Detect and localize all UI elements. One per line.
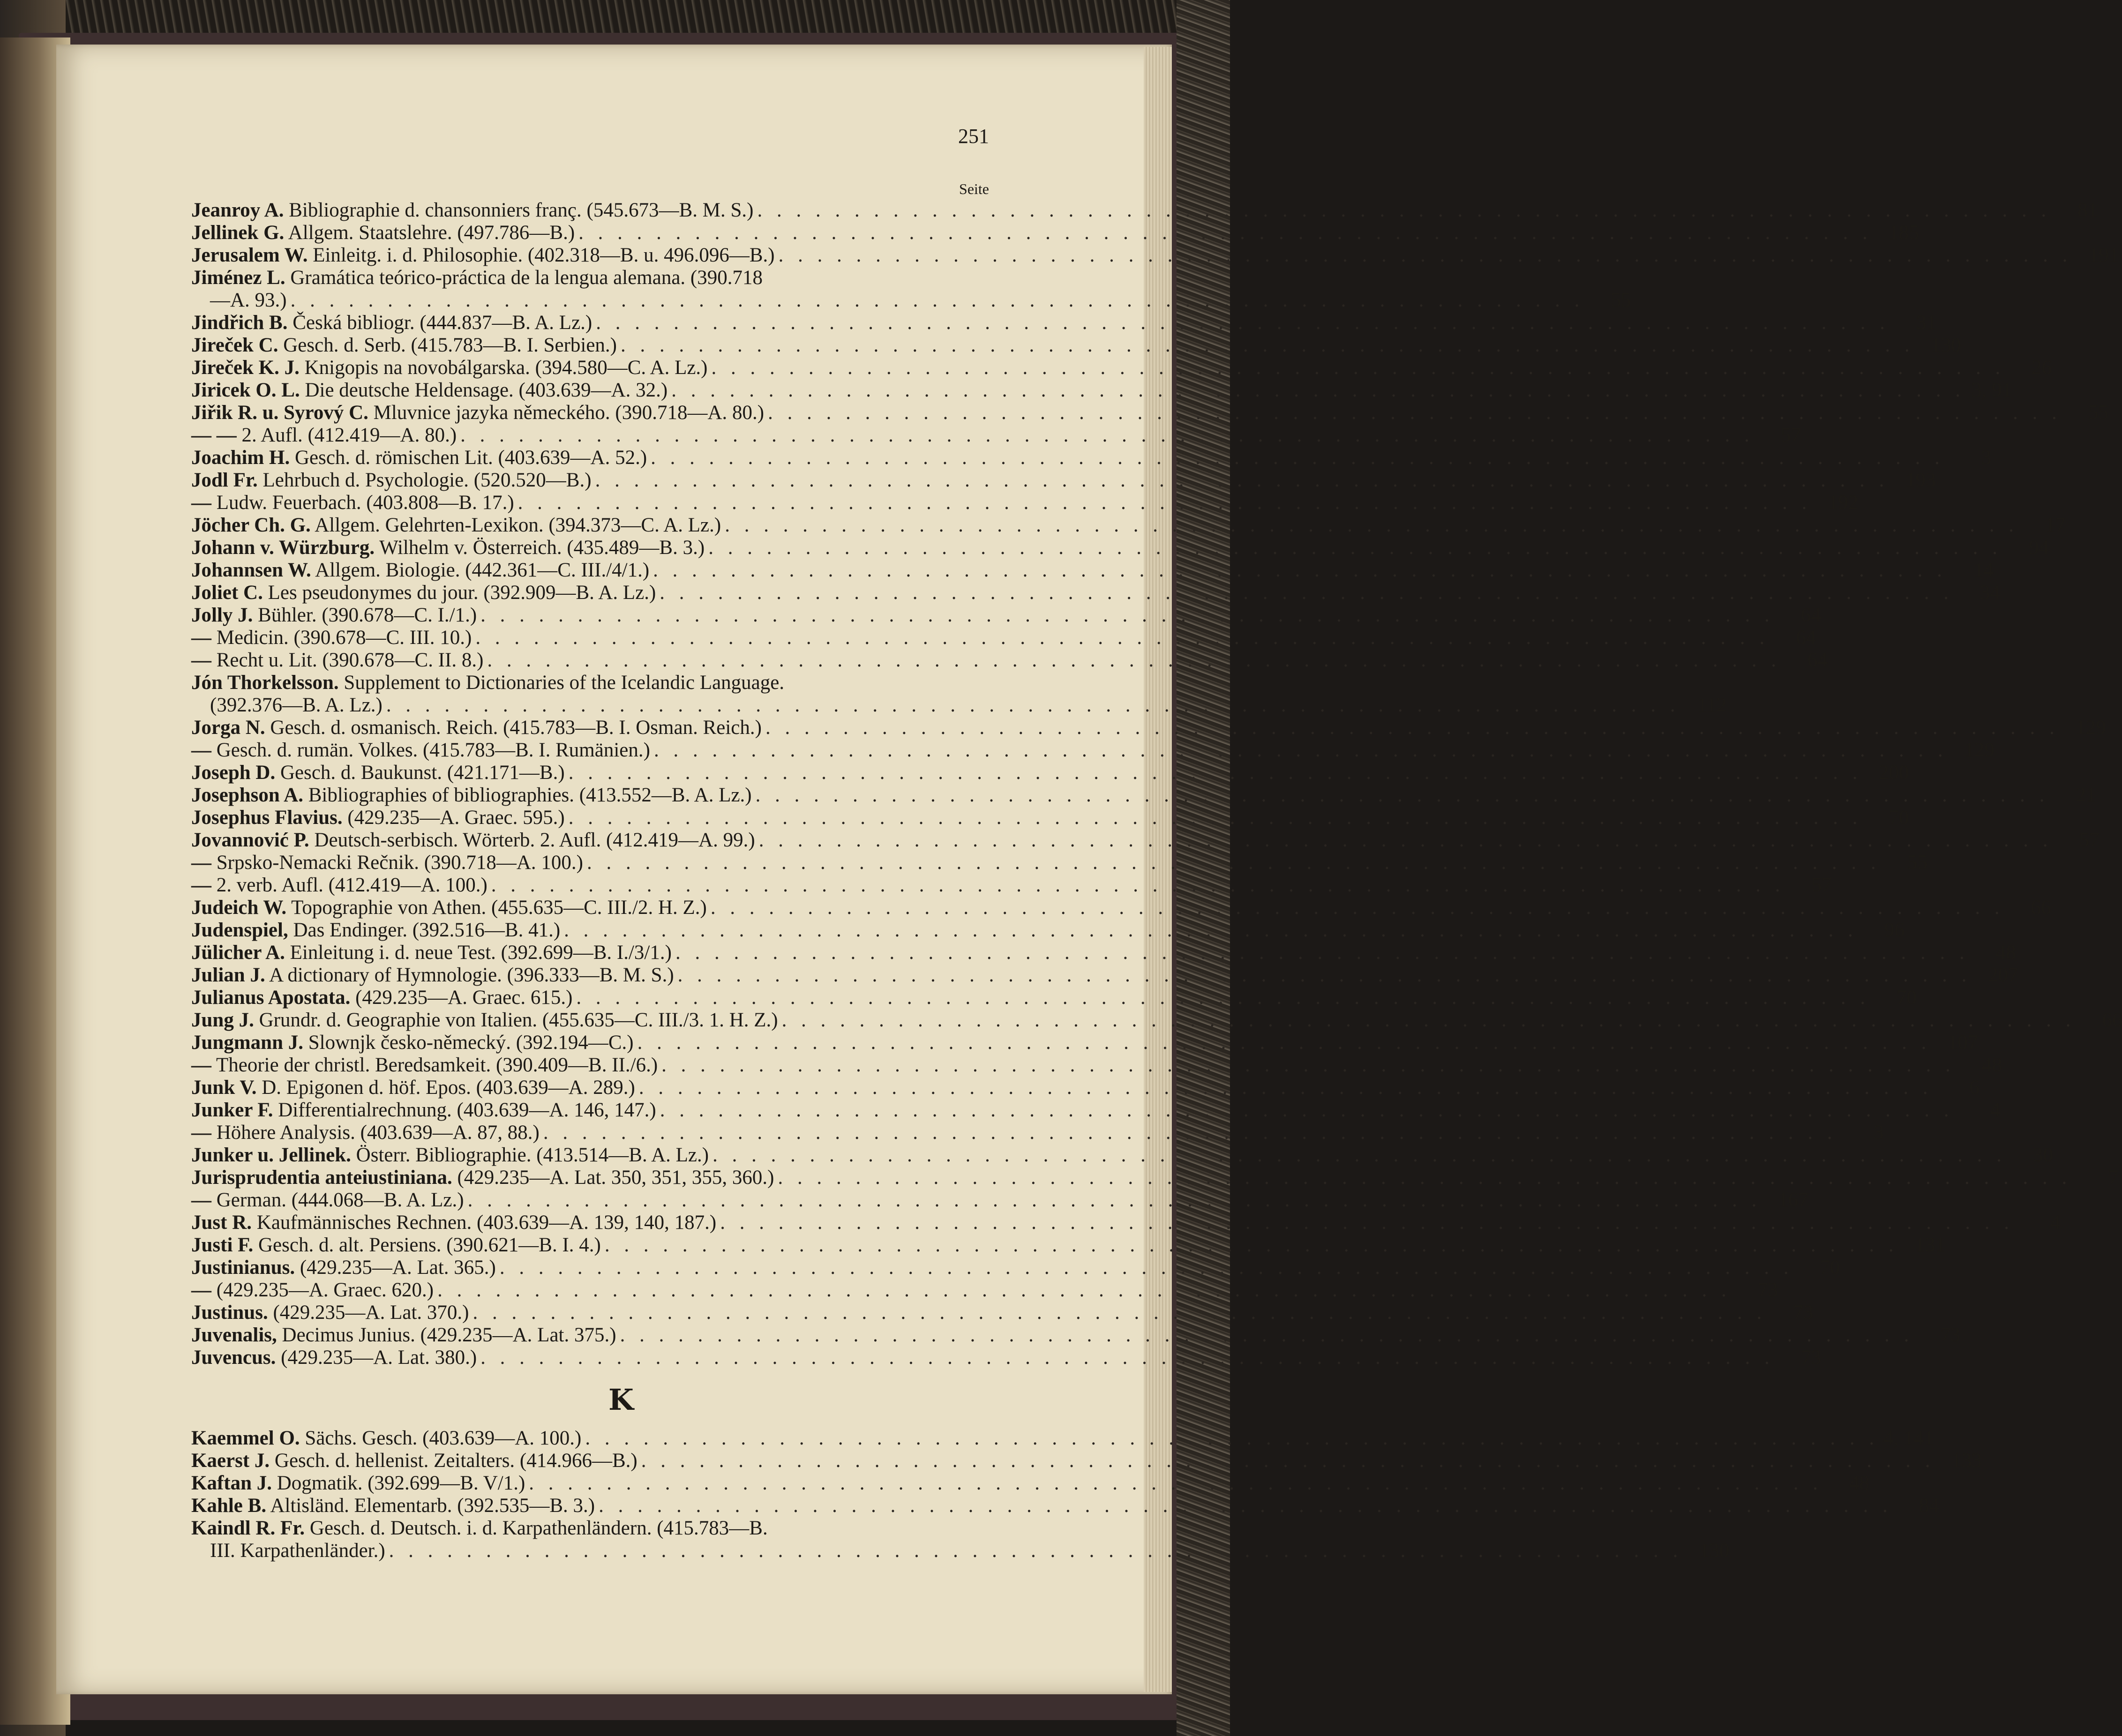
entry-title: A dictionary of Hymnologie. (396.333—B. M. S.) [269, 964, 674, 986]
index-entry [191, 1189, 1808, 1212]
entry-headword: Kaemmel O. [191, 1427, 300, 1449]
index-entry [191, 784, 2096, 807]
entry-title: Differentialrechnung. (403.639—A. 146, 147.) [278, 1099, 656, 1121]
entry-page-reference: 6 [1969, 1077, 1980, 1099]
index-entry [191, 1427, 1934, 1450]
leader-dots: . . . . . . . . . . . . . . . . . . . . . . . . . . . . . . . . . . . . . . . . . . . . . . . . . . . . . . . . . . . . . . . . . . . [653, 559, 1947, 581]
leader-dots: . . . . . . . . . . . . . . . . . . . . . . . . . . . . . . . . . . . . . . . . . . . . . . . . . . . . . . . . . . . . . . . . . . . [725, 514, 2018, 536]
entry-headword: Jolly J. [191, 604, 253, 626]
entry-page-reference: 57 [1780, 424, 1801, 446]
leader-dots: . . . . . . . . . . . . . . . . . . . . . . . . . . . . . . . . . . . . . . . . . . . . . . . . . . . . . . . . . . . . . . . . . . . [778, 1167, 2072, 1189]
index-entry [191, 1495, 1939, 1517]
entry-page-reference: 96 [1884, 919, 1905, 941]
leader-dots: . . . . . . . . . . . . . . . . . . . . . . . . . . . . . . . . . . . . . . . . . . . . . . . . . . . . . . . . . . . . . . . . . . . [710, 897, 2004, 919]
index-entry [191, 357, 2052, 379]
entry-headword: Joseph D. [191, 762, 276, 784]
index-entry [191, 1054, 2002, 1077]
entry-headword: Julian J. [191, 964, 265, 986]
index-entry [191, 1302, 1814, 1324]
entry-headword: Julianus Apostata. [191, 987, 351, 1009]
index-entry [191, 537, 2049, 559]
index-entry [191, 1234, 1945, 1257]
entry-headword: Jiricek O. L. [191, 379, 300, 401]
index-entry [191, 717, 2106, 739]
entry-title: Medicin. (390.678—C. III. 10.) [216, 627, 472, 649]
leader-dots: . . . . . . . . . . . . . . . . . . . . . . . . . . . . . . . . . . . . . . . . . . . . . . . . . . . . . . . . . . . . . . . . . . . [386, 694, 1680, 716]
index-entry [191, 469, 1936, 492]
entry-headword: — [191, 1189, 211, 1211]
entry-title: Einleitg. i. d. Philosophie. (402.318—B. u. 496.096—B.) [313, 244, 775, 266]
column-header-seite: Seite [959, 180, 989, 197]
entry-continuation: (392.376—B. A. Lz.) [210, 694, 382, 716]
index-entries-j [191, 199, 2122, 1369]
index-entry [191, 1450, 1982, 1472]
entry-title: Knigopis na novobálgarska. (394.580—C. A. Lz.) [304, 357, 708, 379]
entry-title: (429.235—A. Lat. 370.) [273, 1302, 469, 1324]
entry-page-reference: 48 [1981, 1054, 2002, 1076]
entry-title: (429.235—A. Lat. 380.) [281, 1347, 477, 1369]
entry-title: Dogmatik. (392.699—B. V/1.) [277, 1472, 525, 1494]
entry-title: (429.235—A. Lat. 350, 351, 355, 360.) [457, 1167, 774, 1189]
entry-headword: Judeich W. [191, 897, 287, 919]
index-entry [191, 987, 1917, 1009]
leader-dots: . . . . . . . . . . . . . . . . . . . . . . . . . . . . . . . . . . . . . . . . . . . . . . . . . . . . . . . . . . . . . . . . . . . [757, 199, 2051, 221]
index-entry [191, 1032, 1978, 1054]
leader-dots: . . . . . . . . . . . . . . . . . . . . . . . . . . . . . . . . . . . . . . . . . . . . . . . . . . . . . . . . . . . . . . . . . . . [708, 537, 2002, 559]
index-entry [191, 649, 1828, 672]
index-entry [191, 919, 1905, 942]
index-entry [191, 1472, 1870, 1495]
index-entry [191, 334, 1961, 357]
leader-dots: . . . . . . . . . . . . . . . . . . . . . . . . . . . . . . . . . . . . . . . . . . . . . . . . . . . . . . . . . . . . . . . . . . . [768, 402, 2062, 424]
entry-title: Die deutsche Heldensage. (403.639—A. 32.) [305, 379, 668, 401]
entry-title: Österr. Bibliographie. (413.514—B. A. Lz.) [356, 1144, 709, 1166]
index-entry [191, 1347, 1821, 1369]
entry-title: D. Epigonen d. höf. Epos. (403.639—A. 289.) [262, 1077, 635, 1099]
entry-headword: Justi F. [191, 1234, 254, 1256]
index-entry [191, 942, 2016, 964]
entry-page-reference: 14 [1973, 559, 1994, 581]
leader-dots: . . . . . . . . . . . . . . . . . . . . . . . . . . . . . . . . . . . . . . . . . . . . . . . . . . . . . . . . . . . . . . . . . . . [475, 627, 1770, 649]
entry-title: Sächs. Gesch. (403.639—A. 100.) [305, 1427, 582, 1449]
entry-title: Gesch. d. osmanisch. Reich. (415.783—B. I. Osman. Reich.) [270, 717, 762, 739]
leader-dots: . . . . . . . . . . . . . . . . . . . . . . . . . . . . . . . . . . . . . . . . . . . . . . . . . . . . . . . . . . . . . . . . . . . [641, 1450, 1935, 1472]
leader-dots: . . . . . . . . . . . . . . . . . . . . . . . . . . . . . . . . . . . . . . . . . . . . . . . . . . . . . . . . . . . . . . . . . . . [651, 447, 1944, 469]
index-entry [191, 1077, 1980, 1099]
entry-title: Höhere Analysis. (403.639—A. 87, 88.) [216, 1122, 540, 1144]
entry-title: Gesch. d. Serb. (415.783—B. I. Serbien.) [283, 334, 617, 356]
entry-title: Recht u. Lit. (390.678—C. II. 8.) [216, 649, 484, 671]
leader-dots: . . . . . . . . . . . . . . . . . . . . . . . . . . . . . . . . . . . . . . . . . . . . . . . . . . . . . . . . . . . . . . . . . . . [499, 1257, 1793, 1279]
entry-page-reference: 64 [1800, 604, 1821, 626]
leader-dots: . . . . . . . . . . . . . . . . . . . . . . . . . . . . . . . . . . . . . . . . . . . . . . . . . . . . . . . . . . . . . . . . . . . [467, 1189, 1762, 1211]
entry-page-reference: 3 [1874, 1122, 1884, 1144]
leader-dots: . . . . . . . . . . . . . . . . . . . . . . . . . . . . . . . . . . . . . . . . . . . . . . . . . . . . . . . . . . . . . . . . . . . [472, 1302, 1767, 1324]
leader-dots: . . . . . . . . . . . . . . . . . . . . . . . . . . . . . . . . . . . . . . . . . . . . . . . . . . . . . . . . . . . . . . . . . . . [529, 1472, 1823, 1494]
entry-title: Gesch. d. hellenist. Zeitalters. (414.966—B.) [274, 1450, 637, 1472]
entry-page-reference: 70 [1897, 987, 1917, 1009]
entry-page-reference: 193 [1905, 469, 1936, 491]
entry-headword: Jorga N. [191, 717, 265, 739]
entry-title: Theorie der christl. Beredsamkeit. (390.409—B. II./6.) [216, 1054, 658, 1076]
leader-dots: . . . . . . . . . . . . . . . . . . . . . . . . . . . . . . . . . . . . . . . . . . . . . . . . . . . . . . . . . . . . . . . . . . . [720, 1212, 2014, 1234]
entry-page-reference: 3, 91 [1972, 379, 2012, 401]
leader-dots: . . . . . . . . . . . . . . . . . . . . . . . . . . . . . . . . . . . . . . . . . . . . . . . . . . . . . . . . . . . . . . . . . . . [586, 852, 1881, 874]
entry-headword: Justinianus. [191, 1257, 295, 1279]
entry-headword: Johann v. Würzburg. [191, 537, 375, 559]
entry-headword: Kaerst J. [191, 1450, 270, 1472]
leader-dots: . . . . . . . . . . . . . . . . . . . . . . . . . . . . . . . . . . . . . . . . . . . . . . . . . . . . . . . . . . . . . . . . . . . [568, 762, 1862, 784]
entry-title: Grundr. d. Geographie von Italien. (455.635—C. III./3. 1. H. Z.) [259, 1009, 778, 1031]
entry-headword: Justinus. [191, 1302, 268, 1324]
leader-dots: . . . . . . . . . . . . . . . . . . . . . . . . . . . . . . . . . . . . . . . . . . . . . . . . . . . . . . . . . . . . . . . . . . . [661, 1054, 1955, 1076]
index-entry [191, 379, 2012, 402]
entry-title: Gramática teórico-práctica de la lengua alemana. (390.718 [290, 267, 763, 289]
entry-headword: Josephson A. [191, 784, 303, 806]
entry-title: Srpsko-Nemacki Rečnik. (390.718—A. 100.) [216, 852, 583, 874]
index-entry [191, 559, 1994, 582]
entry-title: Allgem. Staatslehre. (497.786—B.) [288, 222, 575, 244]
entry-headword: Jungmann J. [191, 1032, 303, 1054]
index-entry [191, 627, 1816, 649]
index-entry [191, 1257, 1840, 1279]
leader-dots: . . . . . . . . . . . . . . . . . . . . . . . . . . . . . . . . . . . . . . . . . . . . . . . . . . . . . . . . . . . . . . . . . . . [480, 604, 1774, 626]
entry-page-reference: 81 [2077, 199, 2098, 221]
entry-page-reference: 70 [1820, 1257, 1840, 1279]
leader-dots: . . . . . . . . . . . . . . . . . . . . . . . . . . . . . . . . . . . . . . . . . . . . . . . . . . . . . . . . . . . . . . . . . . . [564, 919, 1858, 941]
entry-title: German. (444.068—B. A. Lz.) [216, 1189, 464, 1211]
index-entry [191, 582, 2001, 604]
entry-headword: — [191, 1279, 211, 1301]
entry-headword: — [191, 649, 211, 671]
entry-page-reference: 4 [1990, 1099, 2001, 1121]
index-entry [191, 807, 1909, 829]
leader-dots: . . . . . . . . . . . . . . . . . . . . . . . . . . . . . . . . . . . . . . . . . . . . . . . . . . . . . . . . . . . . . . . . . . . [568, 807, 1862, 829]
index-entry [191, 222, 1919, 244]
leader-dots: . . . . . . . . . . . . . . . . . . . . . . . . . . . . . . . . . . . . . . . . . . . . . . . . . . . . . . . . . . . . . . . . . . . [389, 1540, 1683, 1562]
entry-title: 2. verb. Aufl. (412.419—A. 100.) [216, 874, 487, 896]
entry-headword: — — [191, 424, 237, 446]
index-entry [191, 199, 2098, 222]
entry-title: Topographie von Athen. (455.635—C. III./2. H. Z.) [291, 897, 707, 919]
entry-headword: Jindřich B. [191, 312, 288, 334]
entry-page-reference: 66 [2031, 897, 2051, 919]
entry-page-reference: 192 [1828, 492, 1859, 514]
entry-title: Bühler. (390.678—C. I./1.) [258, 604, 477, 626]
entry-page-reference: 7 [2108, 1167, 2119, 1189]
leader-dots: . . . . . . . . . . . . . . . . . . . . . . . . . . . . . . . . . . . . . . . . . . . . . . . . . . . . . . . . . . . . . . . . . . . [517, 492, 1812, 514]
leader-dots: . . . . . . . . . . . . . . . . . . . . . . . . . . . . . . . . . . . . . . . . . . . . . . . . . . . . . . . . . . . . . . . . . . . [778, 244, 2072, 266]
entry-title: Česká bibliogr. (444.837—B. A. Lz.) [292, 312, 592, 334]
entry-page-reference: 133 [1951, 1450, 1982, 1472]
entry-title: (429.235—A. Graec. 620.) [216, 1279, 434, 1301]
entry-page-reference: 55 [1611, 289, 1631, 311]
leader-dots: . . . . . . . . . . . . . . . . . . . . . . . . . . . . . . . . . . . . . . . . . . . . . . . . . . . . . . . . . . . . . . . . . . . [578, 222, 1872, 244]
entry-page-reference: 129 [2076, 717, 2106, 739]
entry-page-reference: 55 [1907, 852, 1927, 874]
section-letter-k: K [608, 1383, 634, 1417]
entry-page-reference: 64 [1807, 649, 1828, 671]
entry-page-reference: 94 [2028, 537, 2049, 559]
index-entry [191, 829, 2100, 852]
index-entry [191, 1324, 1961, 1347]
entry-page-reference: 48 [1849, 1472, 1870, 1494]
leader-dots: . . . . . . . . . . . . . . . . . . . . . . . . . . . . . . . . . . . . . . . . . . . . . . . . . . . . . . . . . . . . . . . . . . . [595, 469, 1889, 491]
entry-headword: — [191, 1054, 211, 1076]
entry-headword: Jurisprudentia anteiustiniana. [191, 1167, 452, 1189]
entry-page-reference: 4, 141 [1883, 1427, 1934, 1449]
entry-title: Gesch. d. römischen Lit. (403.639—A. 52.) [294, 447, 647, 469]
index-entry [191, 492, 1859, 514]
entry-title: Les pseudonymes du jour. (392.909—B. A. Lz.) [268, 582, 656, 604]
entry-page-reference: 207 [1987, 964, 2018, 986]
entry-title: Ludw. Feuerbach. (403.808—B. 17.) [216, 492, 514, 514]
leader-dots: . . . . . . . . . . . . . . . . . . . . . . . . . . . . . . . . . . . . . . . . . . . . . . . . . . . . . . . . . . . . . . . . . . . [604, 1234, 1898, 1256]
entry-headword: — [191, 627, 211, 649]
entry-continuation: III. Karpathenländer.) [210, 1540, 385, 1562]
leader-dots: . . . . . . . . . . . . . . . . . . . . . . . . . . . . . . . . . . . . . . . . . . . . . . . . . . . . . . . . . . . . . . . . . . . [638, 1077, 1933, 1099]
entry-headword: Jellinek G. [191, 222, 285, 244]
leader-dots: . . . . . . . . . . . . . . . . . . . . . . . . . . . . . . . . . . . . . . . . . . . . . . . . . . . . . . . . . . . . . . . . . . . [671, 379, 1965, 401]
entry-headword: Junker u. Jellinek. [191, 1144, 351, 1166]
entry-headword: Jöcher Ch. G. [191, 514, 311, 536]
entry-headword: Junker F. [191, 1099, 273, 1121]
entry-headword: Jovannović P. [191, 829, 309, 851]
entry-title: Mluvnice jazyka německého. (390.718—A. 80.) [373, 402, 765, 424]
entry-title: (429.235—A. Lat. 365.) [300, 1257, 496, 1279]
entry-continuation: —A. 93.) [210, 289, 287, 311]
leader-dots: . . . . . . . . . . . . . . . . . . . . . . . . . . . . . . . . . . . . . . . . . . . . . . . . . . . . . . . . . . . . . . . . . . . [675, 942, 1969, 964]
leader-dots: . . . . . . . . . . . . . . . . . . . . . . . . . . . . . . . . . . . . . . . . . . . . . . . . . . . . . . . . . . . . . . . . . . . [712, 1144, 2006, 1166]
entry-title: Das Endinger. (392.516—B. 41.) [293, 919, 561, 941]
index-entry [191, 1009, 2122, 1032]
entry-headword: Kahle B. [191, 1495, 267, 1517]
leader-dots: . . . . . . . . . . . . . . . . . . . . . . . . . . . . . . . . . . . . . . . . . . . . . . . . . . . . . . . . . . . . . . . . . . . [543, 1122, 1837, 1144]
entry-page-reference: 131 [1915, 1234, 1945, 1256]
index-entry [191, 402, 2108, 424]
entry-headword: Joachim H. [191, 447, 290, 469]
leader-dots: . . . . . . . . . . . . . . . . . . . . . . . . . . . . . . . . . . . . . . . . . . . . . . . . . . . . . . . . . . . . . . . . . . . [755, 784, 2049, 806]
leader-dots: . . . . . . . . . . . . . . . . . . . . . . . . . . . . . . . . . . . . . . . . . . . . . . . . . . . . . . . . . . . . . . . . . . . [781, 1009, 2076, 1031]
entry-title: Slownjk česko-německý. (392.194—C.) [308, 1032, 634, 1054]
leader-dots: . . . . . . . . . . . . . . . . . . . . . . . . . . . . . . . . . . . . . . . . . . . . . . . . . . . . . . . . . . . . . . . . . . . [758, 829, 2053, 851]
entry-headword: Kaftan J. [191, 1472, 272, 1494]
entry-title: (429.235—A. Graec. 615.) [355, 987, 573, 1009]
leader-dots: . . . . . . . . . . . . . . . . . . . . . . . . . . . . . . . . . . . . . . . . . . . . . . . . . . . . . . . . . . . . . . . . . . . [491, 874, 1785, 896]
index-entry [191, 672, 1727, 717]
entry-title: Lehrbuch d. Psychologie. (520.520—B.) [262, 469, 592, 491]
index-entry [191, 762, 1909, 784]
entry-page-reference: 200 [1878, 762, 1909, 784]
entry-page-reference: 57 [2079, 829, 2100, 851]
entry-page-reference: 73 [1757, 1279, 1778, 1301]
index-entry [191, 1212, 2061, 1234]
entry-page-reference: 191 [2088, 244, 2119, 266]
index-entry [191, 1099, 2001, 1122]
entry-page-reference: 73 [1793, 1302, 1814, 1324]
entry-title: 2. Aufl. (412.419—A. 80.) [241, 424, 457, 446]
entry-headword: Josephus Flavius. [191, 807, 343, 829]
entry-headword: Juvenalis, [191, 1324, 277, 1346]
index-entry [191, 739, 1995, 762]
entry-headword: Johannsen W. [191, 559, 311, 581]
leader-dots: . . . . . . . . . . . . . . . . . . . . . . . . . . . . . . . . . . . . . . . . . . . . . . . . . . . . . . . . . . . . . . . . . . . [653, 739, 1948, 761]
entry-page-reference: 55 [2088, 402, 2108, 424]
entry-headword: — [191, 1122, 211, 1144]
index-entry [191, 897, 2051, 919]
leader-dots: . . . . . . . . . . . . . . . . . . . . . . . . . . . . . . . . . . . . . . . . . . . . . . . . . . . . . . . . . . . . . . . . . . . [460, 424, 1754, 446]
entry-page-reference: 167 [1777, 1189, 1808, 1211]
index-entry [191, 1122, 1884, 1144]
entry-page-reference: 66 [2102, 1009, 2122, 1031]
entry-headword: Jung J. [191, 1009, 254, 1031]
entry-page-reference: 130 [1699, 1540, 1730, 1562]
entry-page-reference: 84 [1919, 1495, 1939, 1517]
entry-headword: Jiménez L. [191, 267, 285, 289]
leader-dots: . . . . . . . . . . . . . . . . . . . . . . . . . . . . . . . . . . . . . . . . . . . . . . . . . . . . . . . . . . . . . . . . . . . [596, 312, 1890, 334]
entry-headword: Jeanroy A. [191, 199, 284, 221]
entry-headword: — [191, 492, 211, 514]
entry-headword: Juvencus. [191, 1347, 276, 1369]
entry-page-reference: 34 [1980, 582, 2001, 604]
leader-dots: . . . . . . . . . . . . . . . . . . . . . . . . . . . . . . . . . . . . . . . . . . . . . . . . . . . . . . . . . . . . . . . . . . . [621, 334, 1914, 356]
entry-page-reference: 30 [2032, 1144, 2053, 1166]
entry-headword: Jerusalem W. [191, 244, 308, 266]
leader-dots: . . . . . . . . . . . . . . . . . . . . . . . . . . . . . . . . . . . . . . . . . . . . . . . . . . . . . . . . . . . . . . . . . . . [637, 1032, 1931, 1054]
entry-page-reference: 64 [1796, 627, 1816, 649]
entry-headword: Junk V. [191, 1077, 257, 1099]
entry-title: Einleitung i. d. neue Test. (392.699—B. I./3/1.) [290, 942, 672, 964]
entry-page-reference: 70 [1889, 807, 1909, 829]
leader-dots: . . . . . . . . . . . . . . . . . . . . . . . . . . . . . . . . . . . . . . . . . . . . . . . . . . . . . . . . . . . . . . . . . . . [765, 717, 2059, 739]
entry-headword: Kaindl R. Fr. [191, 1517, 305, 1539]
index-entry [191, 852, 1927, 874]
entry-title: Gesch. d. Deutsch. i. d. Karpathenländern. (415.783—B. [309, 1517, 768, 1539]
leader-dots: . . . . . . . . . . . . . . . . . . . . . . . . . . . . . . . . . . . . . . . . . . . . . . . . . . . . . . . . . . . . . . . . . . . [599, 1495, 1892, 1517]
entry-page-reference: 112 [1697, 694, 1727, 716]
index-entry [191, 1517, 1730, 1562]
entry-page-reference: 57 [1811, 874, 1832, 896]
leader-dots: . . . . . . . . . . . . . . . . . . . . . . . . . . . . . . . . . . . . . . . . . . . . . . . . . . . . . . . . . . . . . . . . . . . [660, 1099, 1954, 1121]
index-entry [191, 447, 1991, 469]
entry-page-reference: 4 [2050, 1212, 2061, 1234]
index-entries-k [191, 1427, 1982, 1562]
index-entry [191, 874, 1832, 897]
index-entry [191, 964, 2018, 987]
entry-page-reference: 73 [1800, 1347, 1821, 1369]
entry-page-reference: 26 [2032, 357, 2052, 379]
index-entry [191, 267, 1631, 312]
entry-title: Allgem. Biologie. (442.361—C. III./4/1.) [315, 559, 650, 581]
entry-title: Decimus Junius. (429.235—A. Lat. 375.) [282, 1324, 616, 1346]
entry-page-reference: 21 [2076, 784, 2096, 806]
index-entry [191, 514, 2065, 537]
entry-headword: — [191, 852, 211, 874]
index-entry [191, 244, 2119, 267]
entry-title: (429.235—A. Graec. 595.) [347, 807, 565, 829]
entry-page-reference: 31 [1916, 312, 1936, 334]
page-number: 251 [958, 125, 989, 148]
entry-page-reference: 3 [1981, 447, 1991, 469]
entry-title: Altisländ. Elementarb. (392.535—B. 3.) [270, 1495, 595, 1517]
entry-title: Wilhelm v. Österreich. (435.489—B. 3.) [379, 537, 705, 559]
entry-page-reference: 73 [1940, 1324, 1961, 1346]
leader-dots: . . . . . . . . . . . . . . . . . . . . . . . . . . . . . . . . . . . . . . . . . . . . . . . . . . . . . . . . . . . . . . . . . . . [677, 964, 1972, 986]
entry-headword: Jireček K. J. [191, 357, 300, 379]
entry-headword: Jodl Fr. [191, 469, 258, 491]
index-entry [191, 1144, 2053, 1167]
leader-dots: . . . . . . . . . . . . . . . . . . . . . . . . . . . . . . . . . . . . . . . . . . . . . . . . . . . . . . . . . . . . . . . . . . . [487, 649, 1781, 671]
entry-headword: Judenspiel, [191, 919, 288, 941]
entry-headword: Jülicher A. [191, 942, 285, 964]
entry-page-reference: 129 [1964, 739, 1995, 761]
entry-headword: Joliet C. [191, 582, 263, 604]
entry-title: Supplement to Dictionaries of the Icelandic Language. [344, 672, 785, 694]
leader-dots: . . . . . . . . . . . . . . . . . . . . . . . . . . . . . . . . . . . . . . . . . . . . . . . . . . . . . . . . . . . . . . . . . . . [620, 1324, 1914, 1346]
entry-page-reference: 107 [1947, 1032, 1978, 1054]
entry-page-reference: 130 [1931, 334, 1961, 356]
entry-title: Gesch. d. alt. Persiens. (390.621—B. I. 4.) [258, 1234, 601, 1256]
entry-title: Bibliographie d. chansonniers franç. (545.673—B. M. S.) [289, 199, 754, 221]
entry-title: Deutsch-serbisch. Wörterb. 2. Aufl. (412.419—A. 99.) [314, 829, 755, 851]
entry-title: Gesch. d. Baukunst. (421.171—B.) [280, 762, 565, 784]
index-entry [191, 424, 1801, 447]
entry-headword: Jiřik R. u. Syrový C. [191, 402, 368, 424]
entry-headword: Jón Thorkelsson. [191, 672, 339, 694]
entry-title: Allgem. Gelehrten-Lexikon. (394.373—C. A. Lz.) [315, 514, 721, 536]
index-entry [191, 312, 1936, 334]
leader-dots: . . . . . . . . . . . . . . . . . . . . . . . . . . . . . . . . . . . . . . . . . . . . . . . . . . . . . . . . . . . . . . . . . . . [480, 1347, 1774, 1369]
entry-title: Kaufmännisches Rechnen. (403.639—A. 139, 140, 187.) [256, 1212, 717, 1234]
entry-title: Gesch. d. rumän. Volkes. (415.783—B. I. Rumänien.) [216, 739, 650, 761]
leader-dots: . . . . . . . . . . . . . . . . . . . . . . . . . . . . . . . . . . . . . . . . . . . . . . . . . . . . . . . . . . . . . . . . . . . [660, 582, 1954, 604]
entry-page-reference: 17 [2045, 514, 2065, 536]
entry-headword: — [191, 874, 211, 896]
index-entry [191, 604, 1821, 627]
entry-page-reference: 185 [1889, 222, 1919, 244]
leader-dots: . . . . . . . . . . . . . . . . . . . . . . . . . . . . . . . . . . . . . . . . . . . . . . . . . . . . . . . . . . . . . . . . . . . [437, 1279, 1731, 1301]
entry-title: Bibliographies of bibliographies. (413.552—B. A. Lz.) [308, 784, 752, 806]
leader-dots: . . . . . . . . . . . . . . . . . . . . . . . . . . . . . . . . . . . . . . . . . . . . . . . . . . . . . . . . . . . . . . . . . . . [290, 289, 1584, 311]
index-entry [191, 1279, 1778, 1302]
entry-headword: Just R. [191, 1212, 252, 1234]
leader-dots: . . . . . . . . . . . . . . . . . . . . . . . . . . . . . . . . . . . . . . . . . . . . . . . . . . . . . . . . . . . . . . . . . . . [585, 1427, 1879, 1449]
entry-headword: — [191, 739, 211, 761]
leader-dots: . . . . . . . . . . . . . . . . . . . . . . . . . . . . . . . . . . . . . . . . . . . . . . . . . . . . . . . . . . . . . . . . . . . [711, 357, 2005, 379]
entry-page-reference: 48 [1995, 942, 2016, 964]
entry-headword: Jireček C. [191, 334, 278, 356]
leader-dots: . . . . . . . . . . . . . . . . . . . . . . . . . . . . . . . . . . . . . . . . . . . . . . . . . . . . . . . . . . . . . . . . . . . [576, 987, 1870, 1009]
index-entry [191, 1167, 2119, 1189]
